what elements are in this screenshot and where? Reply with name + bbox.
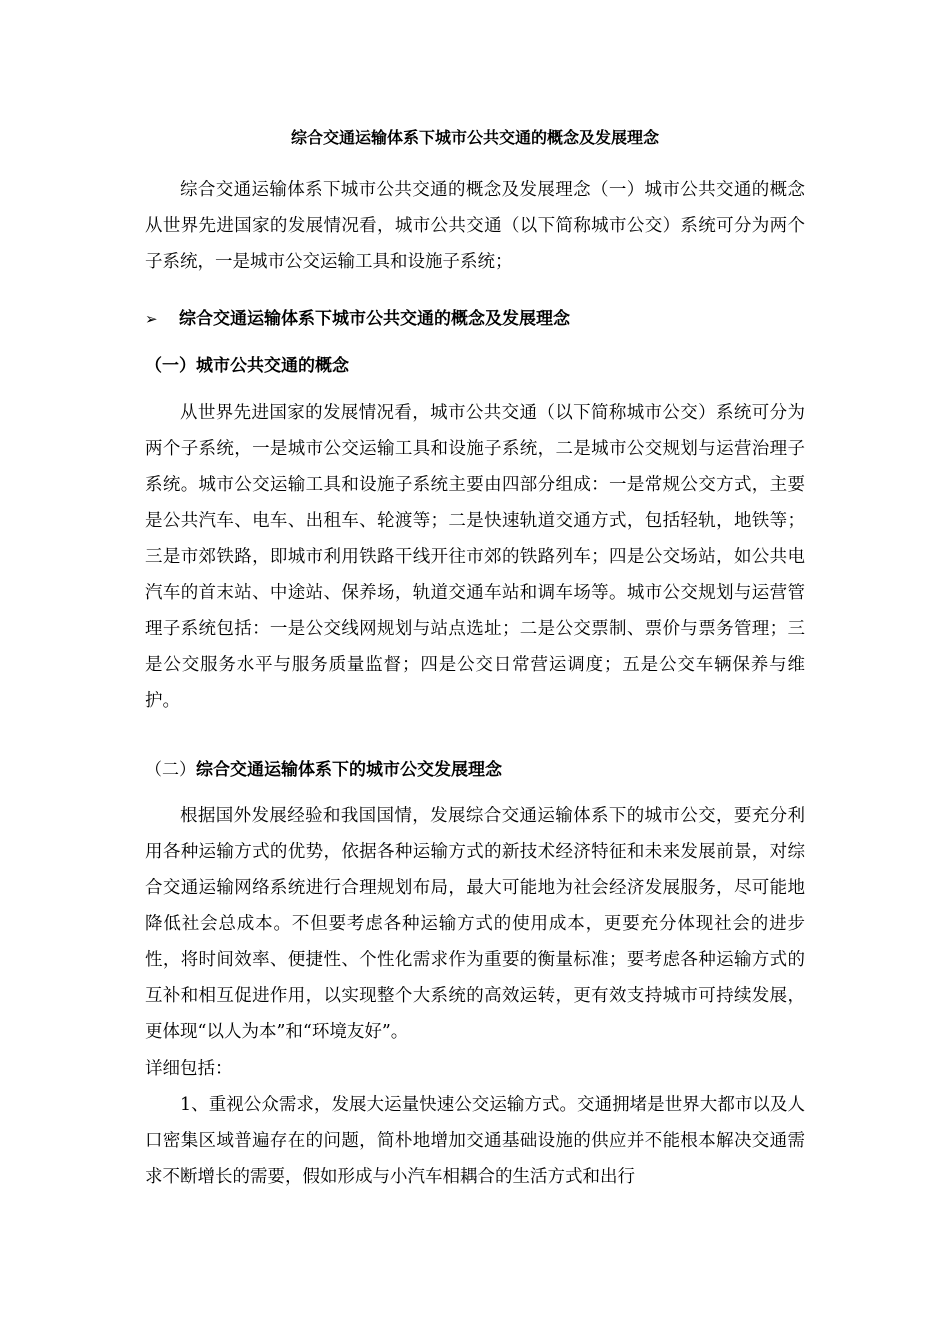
section1-heading: （一）城市公共交通的概念 bbox=[145, 356, 349, 376]
detail-label: 详细包括： bbox=[145, 1059, 233, 1079]
section2-heading-text: 综合交通运输体系下的城市公交发展理念 bbox=[196, 760, 502, 780]
arrow-bullet-icon: ➢ bbox=[145, 310, 158, 328]
document-title: 综合交通运输体系下城市公共交通的概念及发展理念 bbox=[290, 128, 659, 147]
point-1-paragraph: 1、重视公众需求，发展大运量快速公交运输方式。交通拥堵是世界大都市以及人口密集区域普遍存在的问题，简朴地增加交通基础设施的供应并不能根本解决交通需求不断增长的需要，假如形成与小汽车相耦合的生活方式和出行 bbox=[145, 1095, 805, 1187]
section1-body: 从世界先进国家的发展情况看，城市公共交通（以下简称城市公交）系统可分为两个子系统，一是城市公交运输工具和设施子系统，二是城市公交规划与运营治理子系统。城市公交运输工具和设施子系统主要由四部分组成：一是常规公交方式，主要是公共汽车、电车、出租车、轮渡等；二是快速轨道交通方式，包括轻轨，地铁等；三是市郊铁路，即城市利用铁路干线开往市郊的铁路列车；四是公交场站，如公共电汽车的首末站、中途站、保养场，轨道交通车站和调车场等。城市公交规划与运营管理子系统包括：一是公交线网规划与站点选址；二是公交票制、票价与票务管理；三是公交服务水平与服务质量监督；四是公交日常营运调度；五是公交车辆保养与维护。 bbox=[145, 403, 805, 711]
section2-heading bbox=[145, 756, 805, 784]
bullet-heading bbox=[145, 305, 805, 333]
intro-paragraph: 综合交通运输体系下城市公共交通的概念及发展理念（一）城市公共交通的概念 从世界先进国家的发展情况看，城市公共交通（以下简称城市公交）系统可分为两个子系统，一是城市公交运输工具和设施子系统； bbox=[145, 180, 805, 272]
section2-body: 根据国外发展经验和我国国情，发展综合交通运输体系下的城市公交，要充分利用各种运输方式的优势，依据各种运输方式的新技术经济特征和未来发展前景，对综合交通运输网络系统进行合理规划布局，最大可能地为社会经济发展服务，尽可能地降低社会总成本。不但要考虑各种运输方式的使用成本，更要充分体现社会的进步性，将时间效率、便捷性、个性化需求作为重要的衡量标准；要考虑各种运输方式的互补和相互促进作用，以实现整个大系统的高效运转，更有效支持城市可持续发展，更体现“以人为本”和“环境友好”。 bbox=[145, 806, 805, 1042]
bullet-heading-text: 综合交通运输体系下城市公共交通的概念及发展理念 bbox=[179, 309, 570, 329]
section2-heading-number: （二） bbox=[145, 760, 196, 780]
